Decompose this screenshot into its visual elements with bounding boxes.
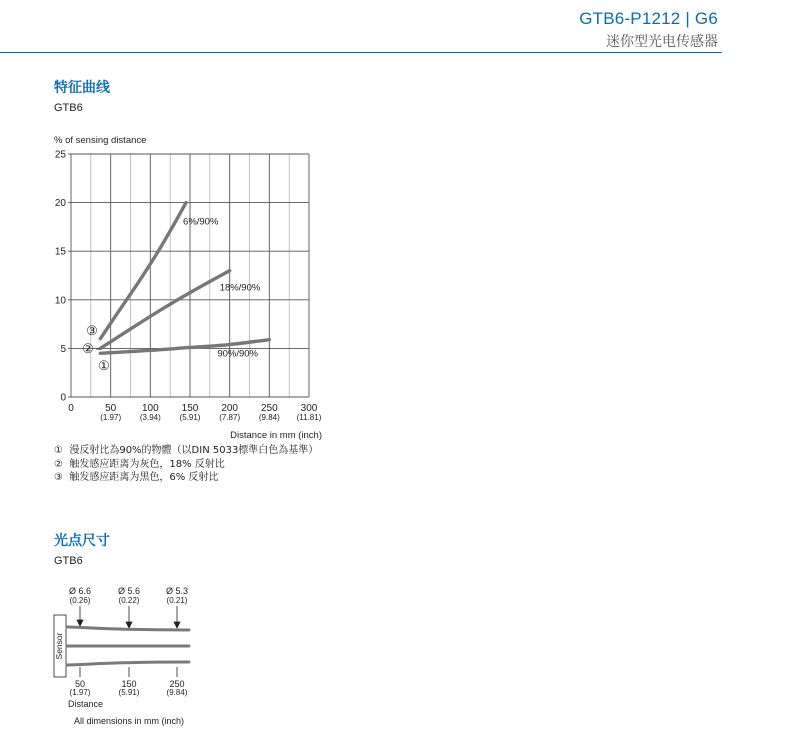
product-title: GTB6-P1212 | G6 bbox=[579, 9, 718, 28]
diameter-label-2: Ø 5.6 bbox=[117, 586, 141, 596]
spot-model: GTB6 bbox=[54, 555, 83, 567]
x-tick-label: 300 bbox=[300, 403, 318, 414]
chart-notes bbox=[54, 444, 318, 485]
x-tick-label: 100 bbox=[141, 403, 159, 414]
series-label: 90%/90% bbox=[217, 348, 259, 360]
distance-sub-2: (5.91) bbox=[118, 688, 140, 697]
distance-label-3: 250 bbox=[169, 679, 185, 689]
note-marker: ③ bbox=[54, 472, 63, 483]
y-tick-label: 10 bbox=[54, 295, 66, 307]
spot-section-title: 光点尺寸 bbox=[54, 533, 110, 549]
series-marker: ① bbox=[98, 358, 110, 373]
series-label: 6%/90% bbox=[183, 216, 219, 228]
y-tick-label: 15 bbox=[54, 246, 66, 258]
note-3 bbox=[54, 471, 318, 485]
series-marker: ② bbox=[82, 341, 94, 356]
diameter-label-3: Ø 5.3 bbox=[165, 586, 189, 596]
x-tick-sublabel: (3.94) bbox=[139, 413, 161, 422]
note-marker: ① bbox=[54, 445, 63, 456]
series-marker: ③ bbox=[86, 323, 98, 338]
diameter-label-1: Ø 6.6 bbox=[68, 586, 92, 596]
dimensions-footnote: All dimensions in mm (inch) bbox=[74, 716, 185, 726]
x-tick-label: 150 bbox=[181, 403, 199, 414]
note-2 bbox=[54, 458, 318, 472]
x-tick-label: 0 bbox=[68, 403, 74, 414]
y-tick-label: 20 bbox=[54, 198, 66, 210]
x-tick-label: 50 bbox=[105, 403, 117, 414]
characteristic-section-title: 特征曲线 bbox=[54, 80, 110, 96]
distance-label-2: 150 bbox=[121, 679, 137, 689]
characteristic-model: GTB6 bbox=[54, 102, 83, 114]
x-tick-label: 200 bbox=[221, 403, 239, 414]
y-tick-label: 25 bbox=[54, 149, 66, 161]
x-axis-label: Distance in mm (inch) bbox=[230, 430, 322, 441]
y-tick-label: 0 bbox=[60, 392, 66, 404]
x-tick-label: 250 bbox=[260, 403, 278, 414]
x-tick-sublabel: (5.91) bbox=[179, 413, 201, 422]
note-text: 漫反射比為90%的物體（以DIN 5033標準白色為基準） bbox=[69, 445, 319, 456]
product-subtitle: 迷你型光电传感器 bbox=[606, 34, 718, 50]
diameter-sub-3: (0.21) bbox=[166, 596, 188, 605]
note-text: 触发感应距离为灰色，18% 反射比 bbox=[69, 458, 225, 470]
x-tick-sublabel: (7.87) bbox=[219, 413, 241, 422]
series-label: 18%/90% bbox=[219, 282, 261, 294]
distance-label-1: 50 bbox=[74, 679, 86, 689]
series-line bbox=[100, 203, 186, 339]
distance-sub-3: (9.84) bbox=[166, 688, 188, 697]
chart-tick-labels bbox=[55, 150, 322, 423]
distance-sub-1: (1.97) bbox=[69, 688, 91, 697]
diameter-sub-2: (0.22) bbox=[118, 596, 140, 605]
y-axis-label: % of sensing distance bbox=[54, 135, 147, 146]
note-text: 触发感应距离为黑色，6% 反射比 bbox=[69, 472, 219, 483]
sensor-label: Sensor bbox=[54, 632, 64, 660]
x-tick-sublabel: (9.84) bbox=[258, 413, 280, 422]
diameter-sub-1: (0.26) bbox=[69, 596, 91, 605]
x-tick-sublabel: (11.81) bbox=[296, 413, 322, 422]
distance-axis-label: Distance bbox=[68, 699, 104, 709]
y-tick-label: 5 bbox=[60, 343, 66, 355]
note-1 bbox=[54, 444, 318, 458]
note-marker: ② bbox=[54, 458, 63, 470]
x-tick-sublabel: (1.97) bbox=[100, 413, 122, 422]
